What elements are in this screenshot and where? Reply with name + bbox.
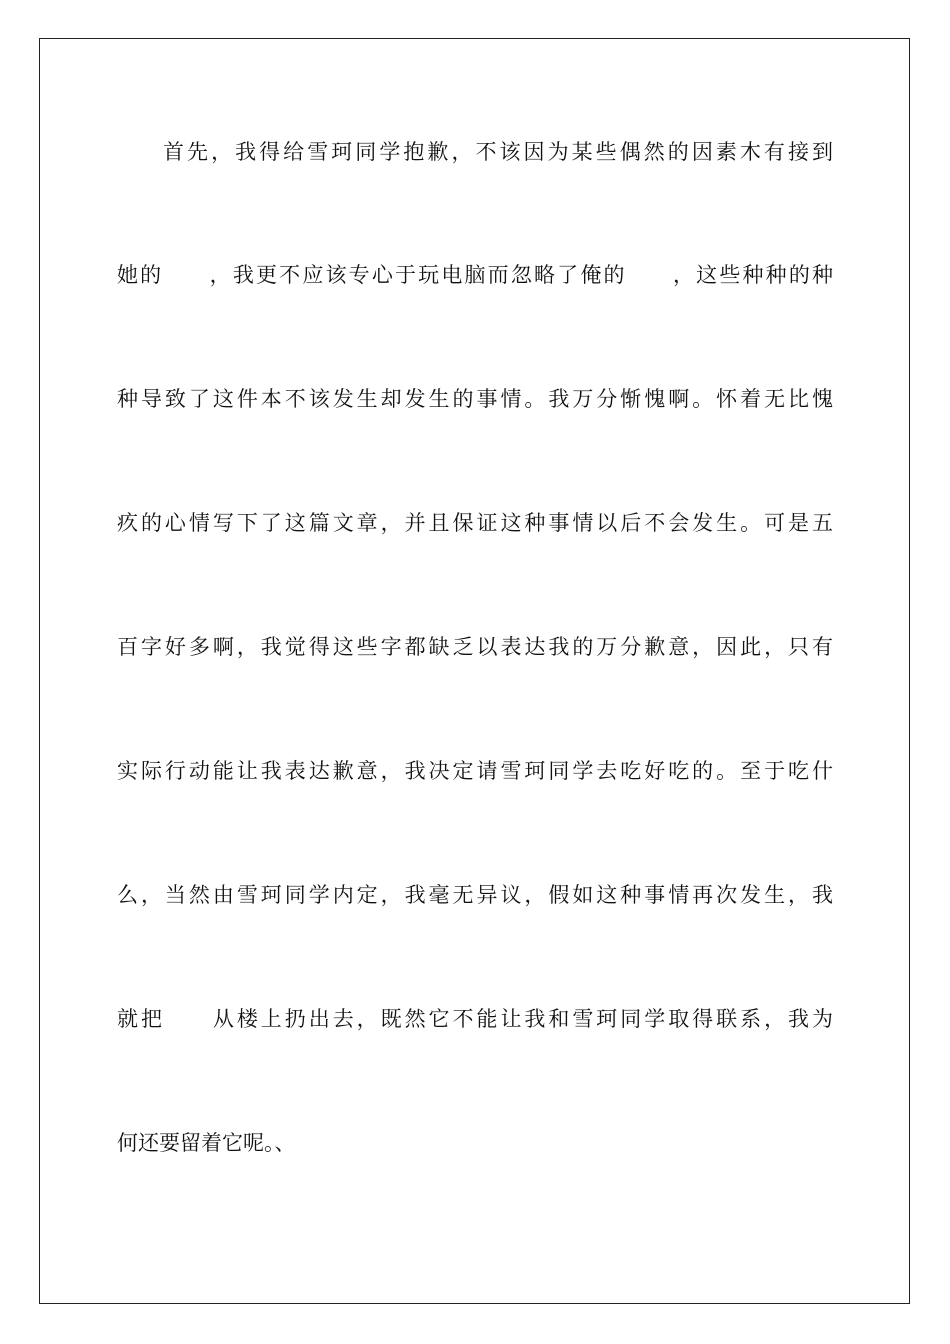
paragraph-line-2: 她的 ，我更不应该专心于玩电脑而忽略了俺的 ，这些种种的种 — [117, 263, 833, 287]
paragraph-line-5: 百字好多啊，我觉得这些字都缺乏以表达我的万分歉意，因此，只有 — [117, 635, 833, 659]
paragraph-line-8: 就把 从楼上扔出去，既然它不能让我和雪珂同学取得联系，我为 — [117, 1007, 833, 1031]
paragraph-line-1: 首先，我得给雪珂同学抱歉，不该因为某些偶然的因素木有接到 — [163, 140, 833, 164]
page-border — [39, 38, 910, 1304]
paragraph-line-4: 疚的心情写下了这篇文章，并且保证这种事情以后不会发生。可是五 — [117, 511, 833, 535]
paragraph-line-7: 么，当然由雪珂同学内定，我毫无异议，假如这种事情再次发生，我 — [117, 883, 833, 907]
paragraph-line-9: 何还要留着它呢。、 — [117, 1131, 296, 1155]
paragraph-line-6: 实际行动能让我表达歉意，我决定请雪珂同学去吃好吃的。至于吃什 — [117, 759, 833, 783]
paragraph-line-3: 种导致了这件本不该发生却发生的事情。我万分惭愧啊。怀着无比愧 — [117, 387, 833, 411]
